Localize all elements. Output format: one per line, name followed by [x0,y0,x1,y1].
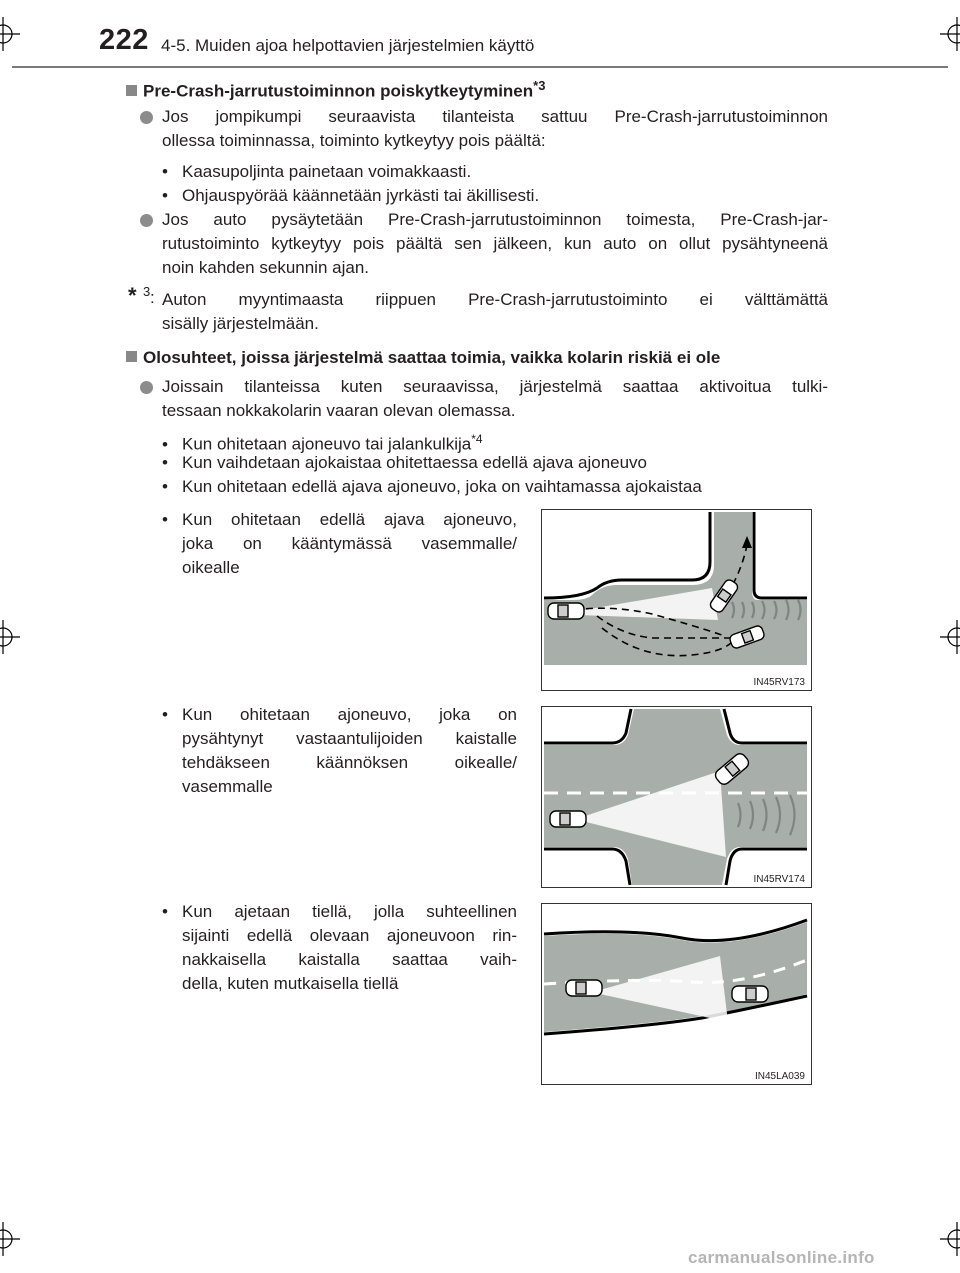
registration-mark-icon [0,1222,20,1256]
paragraph: Joissain tilanteissa kuten seuraavissa, järjestelmä saattaa aktivoitua tulki- tessaan nokkakolarin vaaran olevan olemassa. [162,377,828,420]
figure-stopped-vehicle [541,706,812,888]
section-heading-false-activation: Olosuhteet, joissa järjestelmä saattaa toimia, vaikka kolarin riskiä ei ole [126,348,720,368]
figure-list-item: • Kun ohitetaan edellä ajava ajoneuvo, joka on kääntymässä vasemmalle/ oikealle [162,510,517,577]
crossroad-diagram [542,707,811,887]
footnote-colon: : [150,288,155,307]
registration-mark-icon [940,1222,960,1256]
registration-mark-icon [940,620,960,654]
list-item: • Kun ohitetaan edellä ajava ajoneuvo, joka on vaihtamassa ajokaistaa [162,477,702,496]
figure-list-item: • Kun ohitetaan ajoneuvo, joka on pysähtynyt vastaantulijoiden kaistalle tehdäkseen käännöksen oikealle/ vasemmalle [162,705,517,796]
figure-curved-road [541,903,812,1085]
list-item: • Kun ohitetaan ajoneuvo tai jalankulkija$^{*4}$ [162,432,483,454]
registration-mark-icon [0,620,20,654]
header-rule [12,66,948,68]
list-item: • Kun vaihdetaan ajokaistaa ohitettaessa edellä ajava ajoneuvo [162,453,648,472]
round-bullet-icon [140,214,153,227]
square-bullet-icon [126,351,137,362]
round-bullet-icon [140,111,153,124]
running-title: 4-5. Muiden ajoa helpottavien järjestelmien käyttö [161,36,535,55]
figure-code: IN45LA039 [754,1071,805,1082]
figure-turning-vehicle [541,509,812,691]
figure-code: IN45RV174 [753,874,805,885]
round-bullet-icon [140,381,153,394]
square-bullet-icon [126,85,137,96]
footnote-text: Auton myyntimaasta riippuen Pre-Crash-jarrutustoiminto ei välttämättä sisälly järjestelmään. [162,290,828,333]
curved-road-diagram [542,904,811,1084]
list-item: • Ohjauspyörää käännetään jyrkästi tai äkillisesti. [162,186,540,205]
registration-mark-icon [0,17,20,51]
figure-list-item: • Kun ajetaan tiellä, jolla suhteellinen sijainti edellä olevaan ajoneuvoon rin- nakkaisella kaistalla saattaa vaih- della, kuten mutkaisella tiellä [162,902,517,993]
paragraph: Jos auto pysäytetään Pre-Crash-jarrutustoiminnon toimesta, Pre-Crash-jar- rutustoiminto kytkeytyy pois päältä sen jälkeen, kun auto on ollut pysähtyneenä noin kahden sekunnin ajan. [162,210,828,277]
figure-code: IN45RV173 [753,677,805,688]
watermark: carmanualsonline.info [688,1248,875,1267]
page-number: 222 [99,24,149,56]
intersection-diagram [542,510,811,690]
footnote-star: * [128,283,137,308]
list-item: • Kaasupoljinta painetaan voimakkaasti. [162,162,472,181]
section-heading-precrash-off: Pre-Crash-jarrutustoiminnon poiskytkeytyminen$^{*3}$ [126,78,545,102]
paragraph: Jos jompikumpi seuraavista tilanteista sattuu Pre-Crash-jarrutustoiminnon ollessa toiminnassa, toiminto kytkeytyy pois päältä: [162,107,828,150]
registration-mark-icon [940,17,960,51]
footnote-number: 3 [143,284,151,299]
